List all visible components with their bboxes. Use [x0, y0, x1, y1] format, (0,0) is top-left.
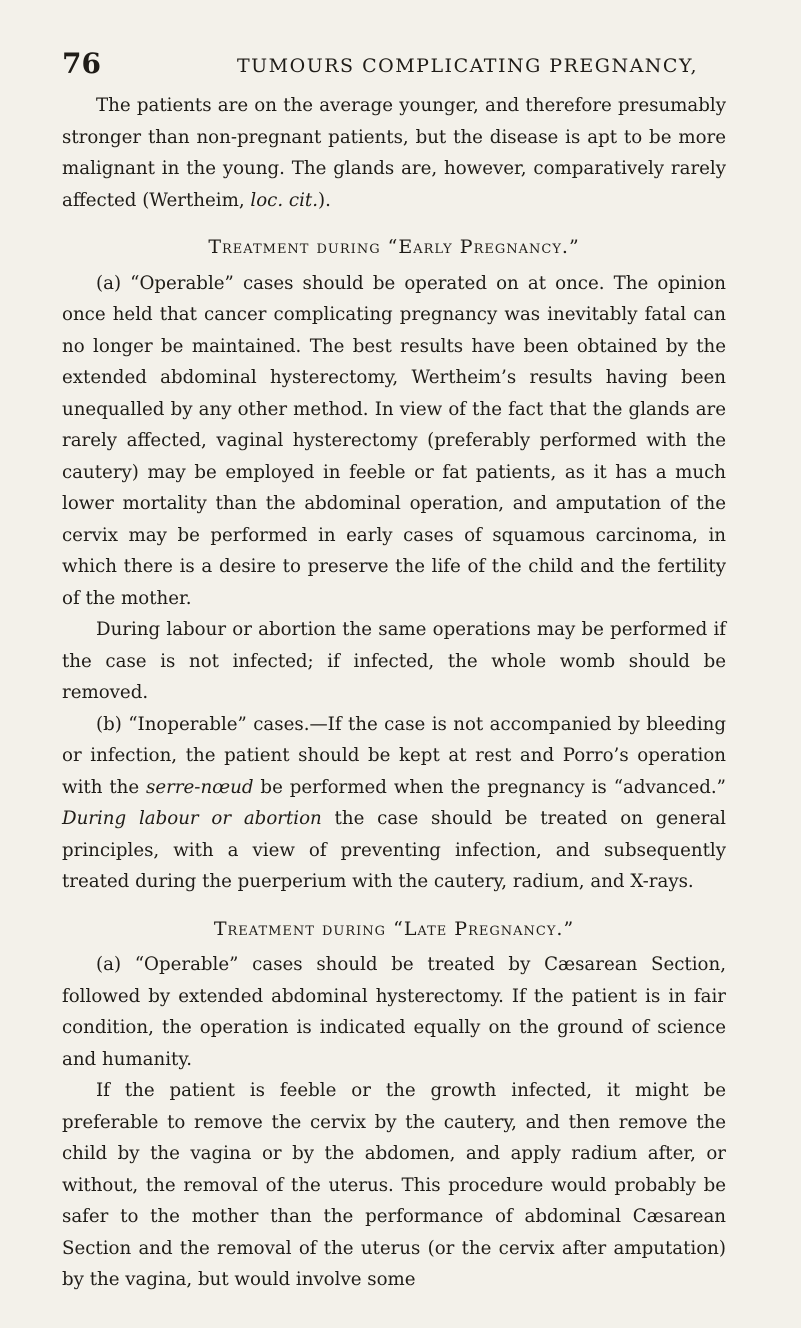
section-heading-early-pregnancy: Treatment during “Early Pregnancy.” [208, 236, 580, 258]
paragraph-labour-abortion: During labour or abortion the same operations may be performed if the case is not infected; if infected, the whole womb should be removed. [62, 619, 726, 703]
text-span: The patients are on the average younger, and therefore presumably stronger than non-pregnant patients, but the disease is apt to be more malignant in the young. The glands are, however, comparatively rarely affected (Wertheim, [62, 95, 726, 211]
emphasis: During labour or abortion [62, 808, 322, 829]
paragraph-feeble-patient: If the patient is feeble or the growth infected, it might be preferable to remove the cervix by the cautery, and then remove the child by the vagina or by the abdomen, and apply radium after, or without, the removal of the uterus. This procedure would probably be safer to the mother than the performance of abdominal Cæsarean Section and the removal of the uterus (or the cervix after amputation) by the vagina, but would involve some [62, 1080, 726, 1290]
running-head: TUMOURS COMPLICATING PREGNANCY, [237, 55, 699, 77]
text-span: the case should be treated on general principles, with a view of preventing infection, and subsequently treated during the puerperium with the cautery, radium, and X-rays. [62, 808, 727, 892]
text-span: ). [318, 189, 331, 211]
paragraph-inoperable [62, 709, 726, 898]
page-number: 76 [62, 47, 101, 80]
text-span: be performed when the pregnancy is “advanced.” [253, 776, 726, 798]
paragraph-operable-late: (a) “Operable” cases should be treated by Cæsarean Section, followed by extended abdominal hysterectomy. If the patient is in fair condition, the operation is indicated equally on the ground of science and humanity. [62, 954, 726, 1070]
paragraph-operable-early: (a) “Operable” cases should be operated on at once. The opinion once held that cancer complicating pregnancy was inevitably fatal can no longer be maintained. The best results have been obtained by the extended abdominal hysterectomy, Wertheim’s results having been unequalled by any other method. In view of the fact that the glands are rarely affected, vaginal hysterectomy (preferably performed with the cautery) may be employed in feeble or fat patients, as it has a much lower mortality than the abdominal operation, and amputation of the cervix may be performed in early cases of squamous carcinoma, in which there is a desire to preserve the life of the child and the fertility of the mother. [62, 272, 726, 609]
citation: loc. cit. [250, 189, 318, 211]
text-span: (b) “Inoperable” cases.—If the case is not accompanied by bleeding or infection, the patient should be kept at rest and Porro’s operation with the [62, 713, 726, 798]
emphasis: serre-nœud [146, 776, 254, 798]
page-header [62, 46, 722, 86]
section-heading-late-pregnancy: Treatment during “Late Pregnancy.” [213, 917, 575, 940]
body-text [62, 90, 726, 1296]
paragraph-glands [62, 90, 726, 216]
